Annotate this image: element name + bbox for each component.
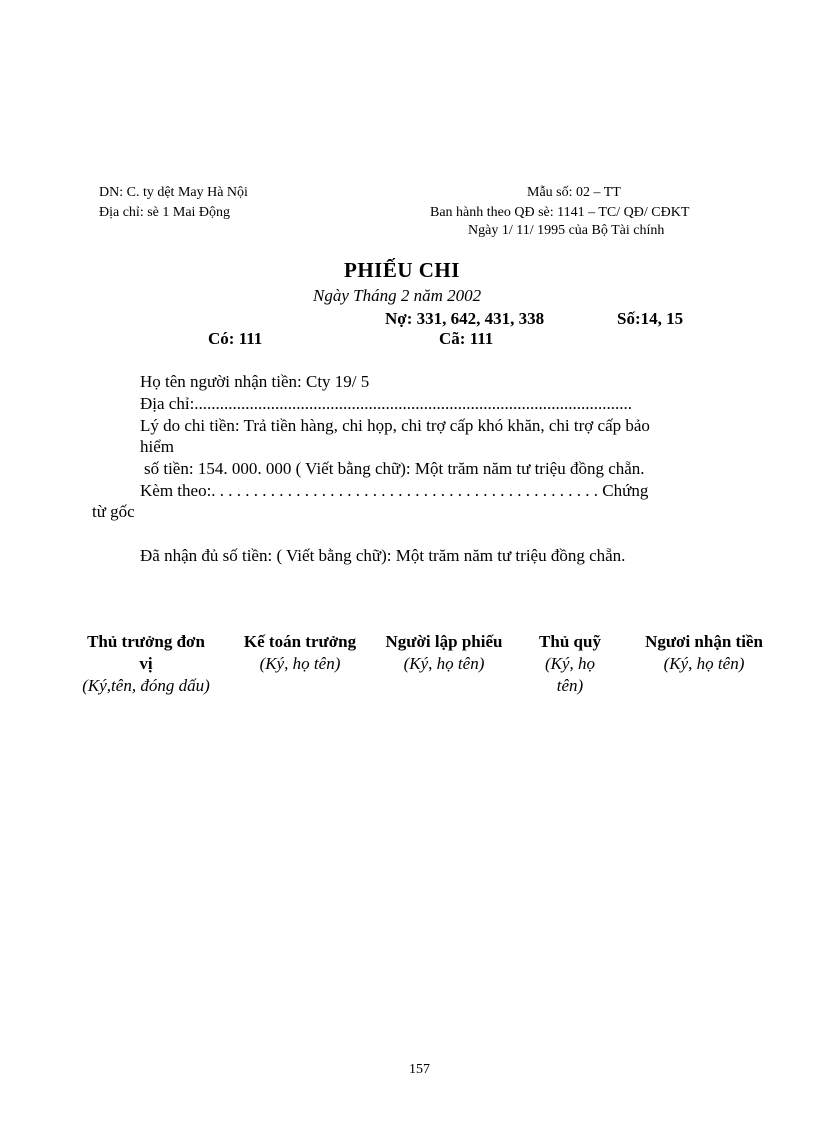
signature-note: (Ký, họ tên) (663, 654, 745, 673)
company-name: DN: C. ty dệt May Hà Nội (99, 185, 248, 200)
attachments: Kèm theo:. . . . . . . . . . . . . . . . . . . . . . . . . . . . . . . . . . . . . . . . . . . . . . Chứng (140, 481, 649, 500)
issued-by: Ban hành theo QĐ sè: 1141 – TC/ QĐ/ CĐKT (430, 205, 690, 220)
debit-accounts: Nợ: 331, 642, 431, 338 (385, 309, 545, 328)
payment-reason-cont: hiểm (140, 437, 174, 456)
issued-date: Ngày 1/ 11/ 1995 của Bộ Tài chính (468, 223, 665, 238)
signature-director (62, 631, 230, 697)
signature-note: (Ký, họ tên) (403, 654, 485, 673)
signature-cashier (520, 631, 620, 697)
amount-received: Đã nhận đủ số tiền: ( Viết bằng chữ): Một trăm năm tư triệu đồng chẵn. (140, 546, 626, 565)
credit-account-alt: Cã: 111 (439, 329, 494, 348)
page-title: PHIẾU CHI (344, 258, 460, 282)
signature-note: (Ký, họ tên) (259, 654, 341, 673)
signature-note-cont: tên) (556, 676, 584, 695)
recipient-address: Địa chỉ:....................................................................................................... (140, 394, 633, 413)
signature-title-cont: vị (139, 654, 153, 673)
signature-recipient (628, 631, 780, 675)
signature-note: (Ký, họ (544, 654, 596, 673)
form-number: Mẫu số: 02 – TT (527, 185, 621, 200)
recipient-name: Họ tên người nhận tiền: Cty 19/ 5 (140, 372, 370, 391)
payment-amount: số tiền: 154. 000. 000 ( Viết bằng chữ): Một trăm năm tư triệu đồng chẵn. (144, 459, 645, 478)
company-address: Địa chỉ: sè 1 Mai Động (99, 205, 231, 220)
credit-account: Có: 111 (208, 329, 263, 348)
signature-chief-accountant (228, 631, 372, 675)
signature-note: (Ký,tên, đóng dấu) (82, 676, 210, 695)
document-date: Ngày Tháng 2 năm 2002 (313, 286, 482, 305)
signature-title: Ngươi nhận tiền (645, 632, 763, 651)
page-number: 157 (409, 1062, 430, 1077)
voucher-number: Số:14, 15 (617, 309, 684, 328)
payment-reason: Lý do chi tiền: Trả tiền hàng, chi họp, chi trợ cấp khó khăn, chi trợ cấp bảo (140, 416, 650, 435)
attachments-cont: từ gốc (92, 502, 135, 521)
signature-title: Người lập phiếu (385, 632, 503, 651)
signature-preparer (372, 631, 516, 675)
signature-title: Thủ trưởng đơn (87, 632, 205, 651)
signature-title: Kế toán trưởng (243, 632, 357, 651)
signature-title: Thủ quỹ (539, 632, 601, 651)
